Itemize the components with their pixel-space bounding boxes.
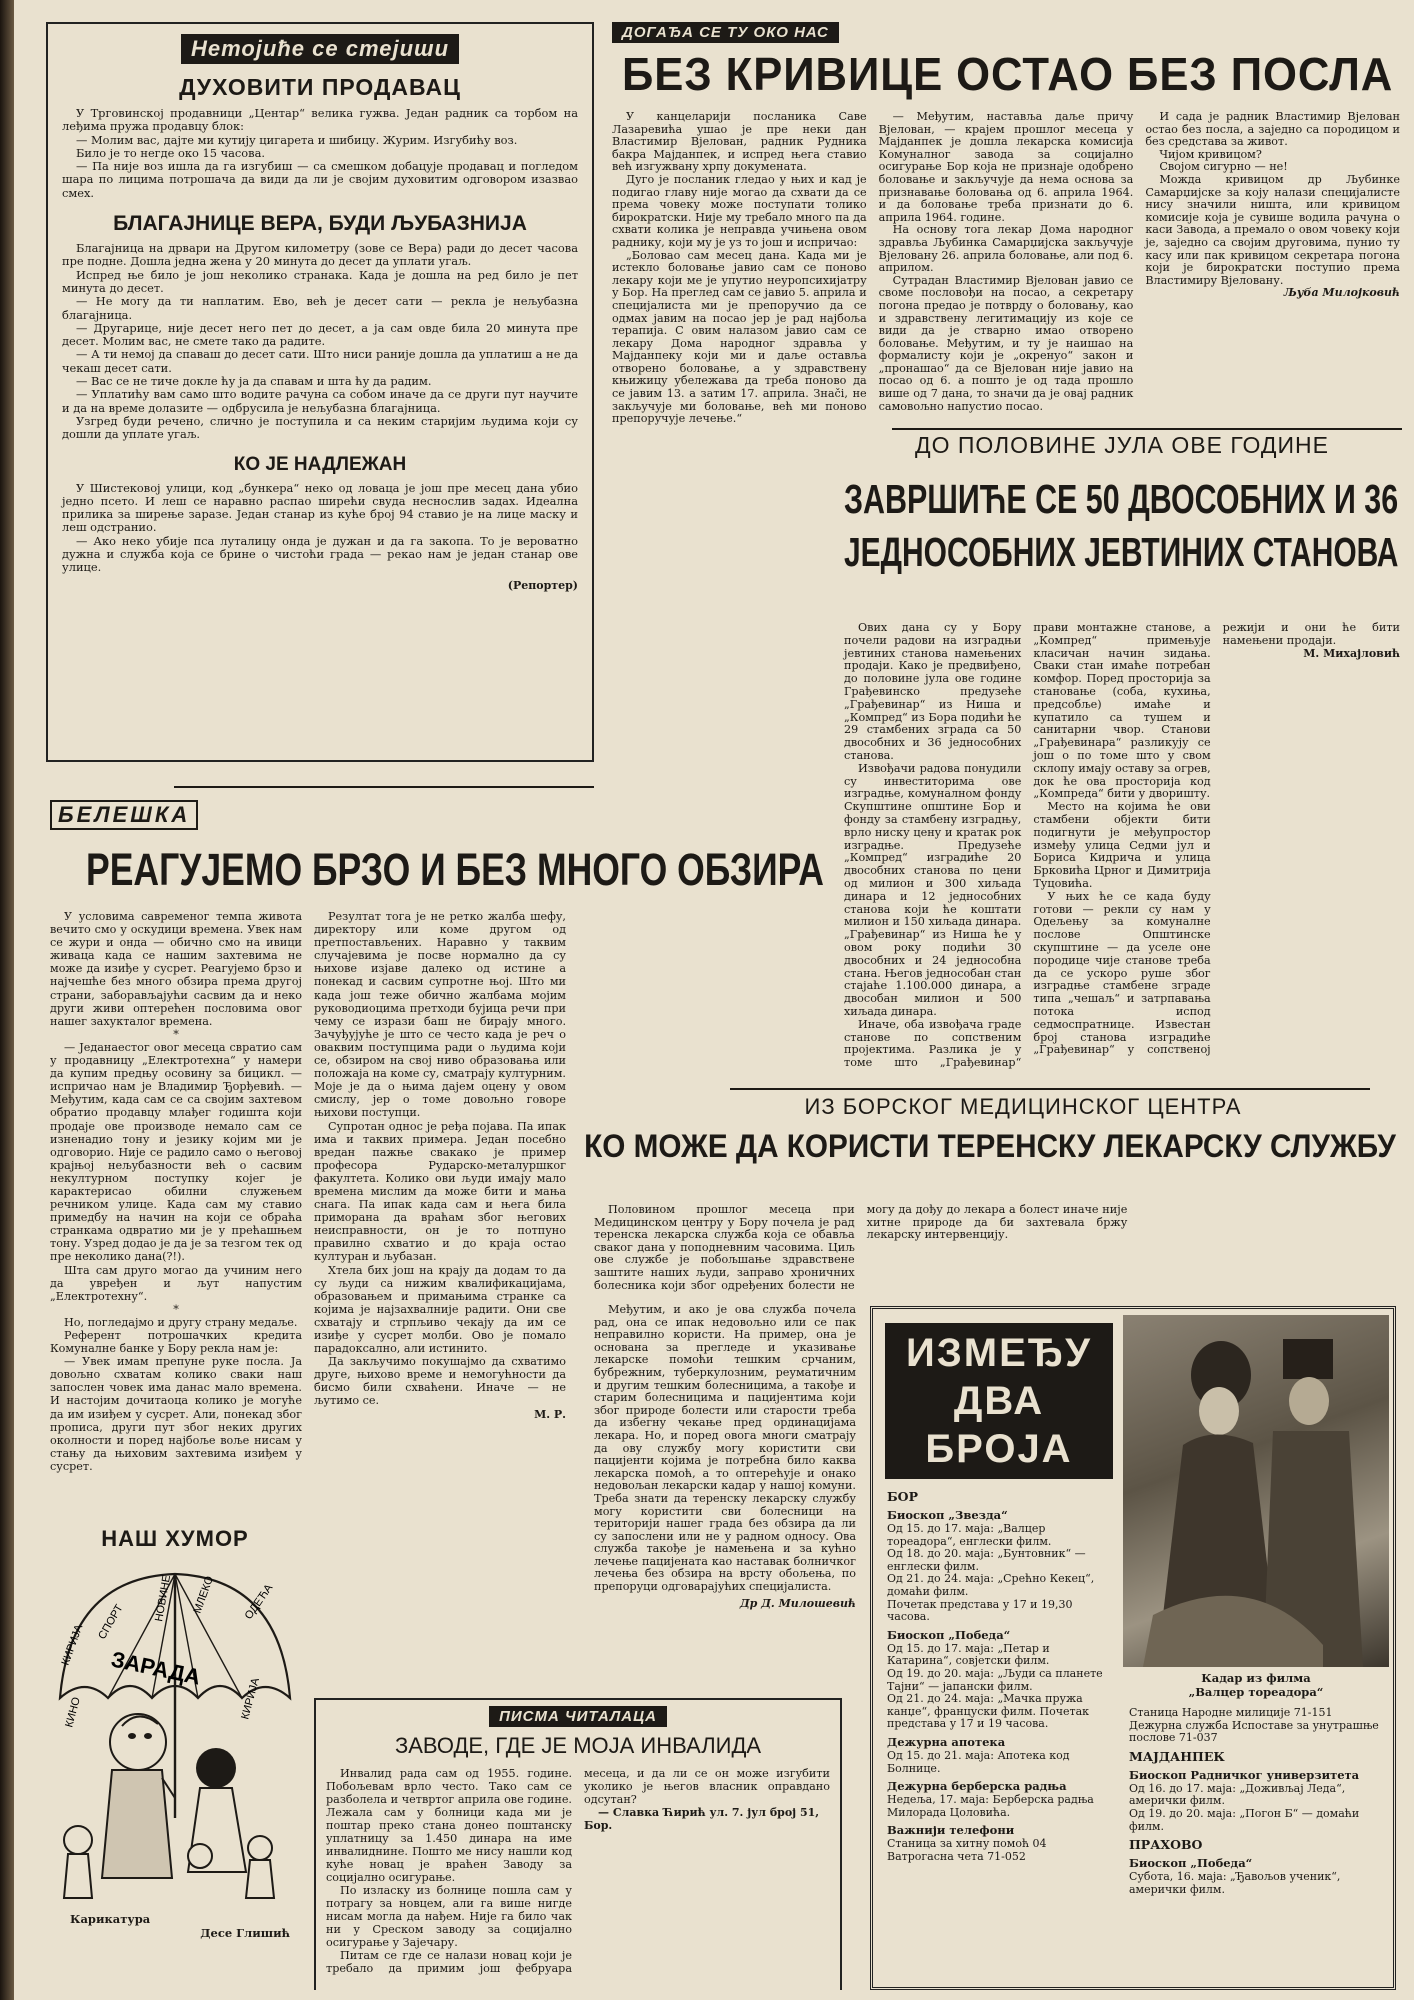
between-title-line1: ИЗМЕЂУ (905, 1331, 1093, 1375)
kicker-housing: ДО ПОЛОВИНЕ ЈУЛА ОВЕ ГОДИНЕ (915, 432, 1329, 458)
kicker-happening-around: ДОГАЂА СЕ ТУ ОКО НАС (612, 22, 839, 43)
between-title-line2: ДВА (953, 1379, 1045, 1423)
title-housing-line2: ЈЕДНОСОБНИХ ЈЕВТИНИХ СТАНОВА (844, 529, 1399, 575)
umbrella-word-5: ОДЕЋА (242, 1582, 276, 1622)
man-head (110, 1714, 166, 1770)
article-without-guilt: ДОГАЂА СЕ ТУ ОКО НАС БЕЗ КРИВИЦЕ ОСТАО БЕЗ ПОСЛА У канцеларији посланика Саве Лазаревића ушао је пре неки дан Властимир Вјелован, радник Рудника бакра Мајданпек, и испред њега ставио већ изгужвану хрпу докумената. Дуго је посланик гледао у њих и кад је подигао главу није могао да схвати да се према човеку може поступати толико бирократски. Није му требало много па да схвати колика је неправда учињена овом раднику, који му је уз то још и испричао: „Боловао сам месец дана. Када ми је истекло боловање јавио сам се поново лекару који ме је упутио неуропсихијатру у Бор. На преглед сам се јавио 5. априла и специјалиста ми је препоручио да се одмах јавим на посао јер је рад најбоља терапија. С овим налазом јавио сам се лекару Дома народног здравља у Мајданпеку који ми и даље оставља отворено боловање, а у здравствену књижицу убележава да треба поново да се јавим 13. а затим 17. априла. Знači, не закључује ми боловање, већ ми поново препоручује лечење.“ — Међутим, наставља даље причу Вјелован, — крајем прошлог месеца у Мајданпек је дошла лекарска комисија Комуналног завода за социјално осигурање Бор која не признаје одобрено боловање и закључује да нема основа за признавање боловања од 6. априла 1964. и да боловање треба признати до 6. априла 1964. године. На основу тога лекар Дома народног здравља Љубинка Самарџијска закључује Вјеловану 26. априла боловање, али под 6. априлом. Сутрадан Властимир Вјелован јавио се своме пословођи на посао, а секретару погона предао је потврду о боловању, као и здравствену легитимацију из које се види да је стварно имао отворено боловање. Међутим, и ту је наишао на формалисту који је „окренуо“ закон и „пронашао“ да се Вјелован није јавио на посао од 6. а пошто је од тада прошло више од 7 дана, то значи да је овај радник самовољно напустио посао. И сада је радник Властимир Вјелован остао без посла, а заједно са породицом и без средстава за живот. Чијом кривицом? Својом сигурно — не! Можда кривицом др Љубинке Самарџијске за коју налази специјалисте нису значили ништа, или кривицом комисије која је сувише водила рачуна о каси Завода, а премало о овом човеку који је, заједно са својим друговима, пунио ту касу или пак кривицом секретара погона који је бирократски поступио према Властимиру Вјеловану. Љуба Милојковић (612, 24, 1400, 426)
film-still-photo (1123, 1315, 1389, 1667)
child1-head (64, 1826, 92, 1854)
umbrella-word-6: КИНО (63, 1695, 83, 1729)
signature-milosevic: Др Д. Милошевић (739, 1596, 856, 1610)
title-humor: НАШ ХУМОР (101, 1526, 249, 1551)
title-cashier-vera: БЛАГАЈНИЦЕ ВЕРА, БУДИ ЉУБАЗНИЈА (113, 212, 527, 236)
kicker-letters: ПИСМА ЧИТАЛАЦА (489, 1706, 667, 1727)
title-medical: КО МОЖЕ ДА КОРИСТИ ТЕРЕНСКУ ЛЕКАРСКУ СЛУЖБУ (584, 1128, 1396, 1164)
newspaper-page (14, 0, 1414, 2000)
film-caption-line1: Кадар из филма (1201, 1671, 1311, 1685)
town-bor: БОР (887, 1489, 918, 1504)
title-witty-seller: ДУХОВИТИ ПРОДАВАЦ (179, 74, 461, 100)
title-housing-line1: ЗАВРШИЋЕ СЕ 50 ДВОСОБНИХ И 36 (844, 476, 1399, 522)
signature-ciric: — Славка Ћирић ул. 7. јул број 51, Бор. (584, 1806, 820, 1832)
medical-body: Половином прошлог месеца при Медицинском центру у Бору почела је рад теренска лекарска служба која се обавља сваког дана у поподневним часовима. Циљ ове службе је побољшање здравствене заштите наших људи, заправо хроничних болесника који због одређених болести не могу да дођу до лекара а болест иначе није хитне природе да би захтевала бржу лекарску интервенцију. (594, 1203, 1128, 1292)
umbrella-word-2: СПОРТ (96, 1602, 126, 1642)
kicker-note: БЕЛЕШКА (50, 800, 198, 830)
program-col2: Станица Народне милиције 71-151 Дежурна служба Испоставе за унутрашње послове 71-037 МАЈДАНПЕК Биоскоп Радничког универзитета Од 16. до 17. маја: „Доживљај Леда“, амерички филм. Од 19. до 20. маја: „Погон Б“ — домаћи филм. ПРАХОВО Биоскоп „Победа“ Субота, 16. маја: „Ђавољов ученик“, амерички филм. (1129, 1707, 1387, 1987)
umbrella-word-4: МЛЕКО (191, 1574, 217, 1616)
child2-head (188, 1844, 212, 1868)
rule-medical-top (730, 1088, 1370, 1090)
box-short-stories (46, 22, 594, 762)
umbrella-word-1: КИРИЈА (59, 1623, 86, 1668)
kicker-short-stories: Нетојиће се стејиши (181, 34, 459, 64)
man-body (102, 1770, 172, 1878)
article-note: БЕЛЕШКА РЕАГУЈЕМО БРЗО И БЕЗ МНОГО ОБЗИРА У условима савременог темпа живота вечито смо у оскудици времена. Увек нам се жури и онда — обично смо на ивици живаца када се нашим захтевима не може да изиђе у сусрет. Реагујемо брзо и најчешће без много обзира према другој страни, заборављајући сасвим да и неко други живи оптерећен пословима овог нашег захукталог времена. * — Једанаестог овог месеца свратио сам у продавницу „Електротехна“ у намери да купим предњу осовину за бицикл. — испричао нам је Владимир Ђорђевић. — Међутим, када сам се са својим захтевом обратио продавцу млађег годиштa који продаје ове производе немало сам се изненадио тону и језику којим ми је одговорио. Није се радило само о његовој крајњој нељубазности већ о сасвим некултурном поступку којег је карактерисао обилни служењем речником улице. Када сам му ставио примедбу на начин на који се обраћа странкама одвратио ми је у прећашњем тону. Узред додао је да је за тезгом тек од пре неколико дана(?!). Шта сам друго могао да учиним него да увређен и љут напустим „Електротехну“. * Но, погледајмо и другу страну медаље. Референт потрошачких кредита Комуналне банке у Бору рекла нам је: — Увек имам препуне руке посла. Ја довољно схватам колико сваки наш запослен човек има данас мало времена. И настојим дочитаоца колико је могуће да им изиђем у сусрет. Али, понекад због прописа, други пут због неких других околности и поред најбоље воље нисам у стању да њиховим захтевима изиђем у сусрет. Резултат тога је не ретко жалба шефу, директору или коме другом од претпостављених. Наравно у таквим случајевима је посве нормално да су њихове изјаве далеко од истине а понекад и сасвим супротне њој. Што ми када још теже обично жалбама мојим руководиоцима претходи бујица речи при чему се изрази баш не бирају много. Зачуђујуће је што се често када је реч о оваквим поступцима ради о људима који се, обзиром на свој ниво образовања или положаја на коме су, сматрају културним. Моје је да о њима дајем оцену у овом смислу, јер о томе довољно говоре њихови поступци. Супротан однос је ређа појава. Па ипак има и таквих примера. Један посебно вредан пажње свакако је пример професора Рударско-металуршког факултета. Колико ови људи имају мало времена мислим да може бити и мања снага. Па ипак када сам и њега била приморана да враћам због његових неисправности, он је то потпуно правилно схватио и до краја остао културан и љубазан. Хтела бих још на крају да додам то да су људи са нижим квалификацијама, образовањем и примањима странке са којима је најзахвалније радити. Они све схватају и стрпљиво чекају да им се изиђе у сусрет молби. Ово је помало парадоксално, али истинито. Да закључимо покушајмо да схватимо друге, њихово време и немогућности да бисмо били схваћени. Иначе — не љутимо се. М. Р. (50, 802, 824, 1473)
program-col1: БОР Биоскоп „Звезда“ Од 15. до 17. маја: „Валцер тореадора“, енглески филм. Од 18. до 20. маја: „Бунтовник“ — енглески филм. Од 21. до 24. маја: „Срећно Кекец“, домаћи филм. Почетак представа у 17 и 19,30 часова. Биоскоп „Победа“ Од 15. до 17. маја: „Петар и Катарина“, совјетски филм. Од 19. до 20. маја: „Људи са планете Тајни“ — јапански филм. Од 21. до 24. маја: „Мачка пружа канџе“, француски филм. Почетак представа у 17 и 19 часова. Дежурна апотека Од 15. до 21. маја: Апотека код Болнице. Дежурна берберска радња Недеља, 17. маја: Берберска радња Милорада Цоловића. Важнији телефони Станица за хитну помоћ 04 Ватрогасна чета 71-052 (887, 1485, 1113, 1985)
title-note: РЕАГУЈЕМО БРЗО И БЕЗ МНОГО ОБЗИРА (86, 844, 824, 895)
town-majdanpek: МАЈДАНПЕК (1129, 1748, 1225, 1764)
humor-block (50, 1526, 300, 1988)
umbrella-word-8: КИРИЈА (239, 1676, 262, 1721)
between-issues-box (870, 1306, 1396, 1990)
letters-box: ПИСМА ЧИТАЛАЦА ЗАВОДЕ, ГДЕ ЈЕ МОЈА ИНВАЛИДА Инвалид рада сам од 1955. године. Побољевам врло често. Тако сам се разболела и четвртог априла ове године. Лежала сам у болници када ми је поштар преко стана донео поштанску уплатницу за 1.450 динара на име инвалиднине. Пошто ме нису нашли код куће новац је враћен Заводу за социјално осигурање. По изласку из болнице пошла сам у потрагу за новцем, али га више нигде нисам могла да нађем. Није га било чак ни у Среском заводу за социјално осигурање у Зајечару. Питам се где се налази новац који је требало да примим још фебруара месеца, и да ли се он може изгубити уколико је његов власник оправдано одсутан? — Славка Ћирић ул. 7. јул број 51, Бор. (314, 1698, 842, 1990)
signature-mihajlovic: М. Михајловић (1303, 646, 1400, 660)
woman-head (196, 1748, 236, 1788)
housing-body: Ових дана су у Бору почели радови на изградњи јевтиних станова намењених продаји. Како је предвиђено, до половине јула ове године Грађевинско предузеће „Грађевинар“ из Ниша и „Компред“ из Бора подићи ће 29 стамбених зграда са 50 двособних и 36 једнособних станова. Извођачи радова понудили су инвеститорима ове изградње, комуналном фонду Скупштине општине Бор и фонду за стамбену изградњу, врло ниску цену и кратак рок изградње. Предузеће „Компред“ изградиће 20 двособних станова по цени од милион и 300 хиљада динара и 12 једнособних станова који ће коштати милион и 150 хиљада динара. „Грађевинар“ из Ниша ће у овом року подићи 30 двособних и 24 једнособна стана. Његов једнособан стан стајаће 1.100.000 динара, а двособан милион и 500 хиљада динара. Иначе, оба извођача граде станове по сопственим пројектима. Разлика је у томе што „Грађевинар“ прави монтажне станове, а „Компред“ примењује класичан начин зидања. Сваки стан имаће потребан комфор. Поред просторија за становање (соба, кухиња, предсобље) имаће и купатило са тушем и санитарни чвор. Станови „Грађевинара“ разликују се још о по томе што у свом склопу имају оставу за огрев, док ће ова просторија код „Компреда“ бити у дворишту. Место на којима ће ови стамбени објекти бити подигнути је међупростор између улица Седми јул и Бориса Кидрича и улица Брковића Црног и Димитрија Туцовића. У њих ће се када буду готови — рекли су нам у Одељењу за комуналне послове Општинске скупштине — да уселе оне породице чије станове треба да се ускоро руше због изградње стамбене зграде типа „чешаљ“ и затрпавања потока испод седмоспратнице. Известан број станова изградиће „Грађевинар“ у сопственој режији и они ће бити намењени продаји. М. Михајловић (844, 621, 1400, 1070)
title-who-responsible: КО ЈЕ НАДЛЕЖАН (233, 453, 407, 475)
cartoon-caption-line1: Карикатура (70, 1912, 151, 1926)
housing-title-block (844, 476, 1404, 616)
rule-note-top (174, 786, 594, 788)
cartoon-illustration (50, 1558, 300, 1908)
article-cashier-vera: Благајница на дрвари на Другом километру (зове се Вера) ради до десет часова пре подне. Дошла једна жена у 20 минута до десет да уплати угаљ. Испред ње било је још неколико странака. Када је дошла на ред било је пет минута до десет. — Не могу да ти наплатим. Ево, већ је десет сати — рекла је нељубазна благајница. — Другарице, није десет него пет до десет, а ја сам овде била 20 минута пре десет. Молим вас, не смете тако да радите. — А ти немој да спаваш до десет сати. Што ниси раније дошла да уплатиш а не да чекаш десет сати. — Вас се не тиче докле ћу ја да спавам и шта ћу да радим. — Уплатићу вам само што водите рачуна са собом иначе да се други пут научите и да на време долазите — одбрусила је нељубазна благајница. Узгред буди речено, слично је поступила и са неким старијим људима који су дошли да уплате угаљ. (62, 241, 578, 442)
film-caption-line2: „Валцер тореадора“ (1188, 1685, 1324, 1699)
town-prahovo: ПРАХОВО (1129, 1837, 1203, 1853)
title-letters: ЗАВОДЕ, ГДЕ ЈЕ МОЈА ИНВАЛИДА (394, 1733, 762, 1758)
umbrella-word-3: НОВИНЕ (153, 1574, 174, 1623)
film-still-figures (1123, 1315, 1389, 1667)
between-title-line3: БРОЈА (925, 1427, 1073, 1471)
signature-milojkovic: Љуба Милојковић (1283, 286, 1400, 300)
title-without-guilt: БЕЗ КРИВИЦЕ ОСТАО БЕЗ ПОСЛА (622, 48, 1394, 100)
kicker-medical: ИЗ БОРСКОГ МЕДИЦИНСКОГ ЦЕНТРА (804, 1094, 1242, 1119)
between-title-banner (885, 1323, 1113, 1479)
page-spine (0, 0, 14, 2000)
signature-reporter: (Репортер) (507, 578, 578, 592)
article-who-responsible: У Шистековој улици, код „бункера“ неко од ловаца је још пре месец дана убио једно псето. И леш се наравно распао ширећи свуда неснослив задах. Идеална прилика за ширење заразе. Један станар из куће број 94 ставио је на лице маску и леш одстранио. — Ако неко убије пса луталицу онда је дужан и да га закопа. То је вероватно дужна и служба која се брине о чистоћи града — рекао нам је један станар ове улице. (62, 480, 578, 575)
cartoon-caption-line2: Десе Глишић (200, 1926, 290, 1940)
child3-head (248, 1836, 272, 1860)
umbrella-word-7: ЗАРАДА (108, 1646, 203, 1690)
article-witty-seller: У Трговинској продавници „Центар“ велика гужва. Један радник са торбом на леђима пружа продавцу блок: — Молим вас, дајте ми кутију цигарета и шибицу. Журим. Изгубићу воз. Било је то негде око 15 часова. — Па није воз ишла да га изгубиш — са смешком добацује продавац и погледом шара по лицима потрошача да види да ли је својим духовитим одговором изазвао смех. (62, 106, 578, 200)
medical-body-2: Међутим, и ако је ова служба почела рад, она се ипак недовољно или се пак неправилно користи. На пример, она је основана за прегледе и указивање лекарске помоћи тешким срчаним, бубрежним, туберкулозним, реуматичним и другим тешким болесницима, а такође и старим болесницима и пацијентима који због природе болести или старости треба да избегну чекање пред ординацијама лекара. Но, и поред овога многи сматрају да ову службу могу користити сви пацијенти којима је потребна било каква лекарска помоћ, а то оптерећује и онако недовољан лекарски кадар у нашој комуни. Треба знати да теренску лекарску службу могу користити сви болесници на територији нашег града без обзира да ли су запослени или не у радном односу. Ова служба такође је намењена и за кућно лечење пацијената као наставак болничког лечења без обзира на врсту обољења, по препоруци одговарајућих специјалиста. Др Д. Милошевић (594, 1303, 856, 1610)
signature-mr: М. Р. (534, 1407, 566, 1421)
rule-housing-top (892, 428, 1402, 430)
